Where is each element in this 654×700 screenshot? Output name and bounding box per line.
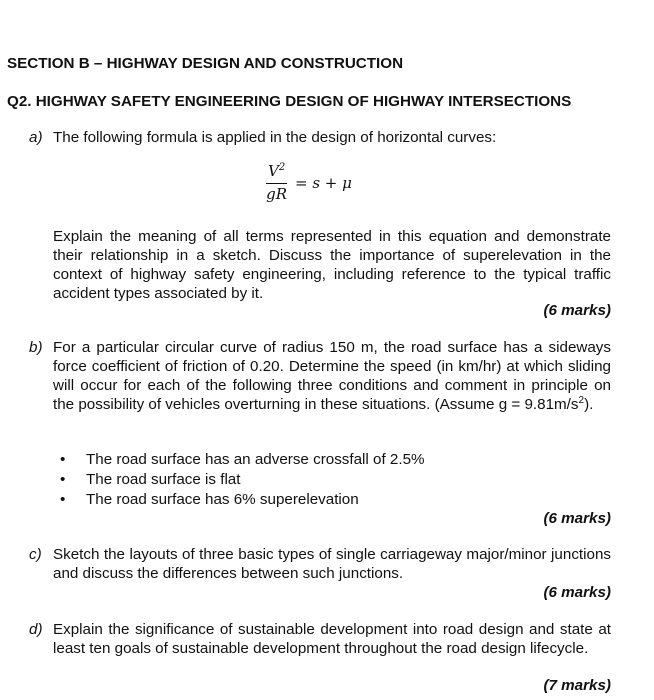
part-d-text: Explain the significance of sustainable development into road design and state at least ten goals of sustainable development throughout the road design lifecycle.	[53, 621, 611, 657]
question-title: Q2. HIGHWAY SAFETY ENGINEERING DESIGN OF HIGHWAY INTERSECTIONS	[7, 93, 572, 110]
list-item: • The road surface has 6% superelevation	[60, 491, 359, 508]
list-item: • The road surface has an adverse crossfall of 2.5%	[60, 451, 425, 468]
part-d-label: d)	[29, 621, 43, 638]
formula-rhs: = s + μ	[295, 173, 352, 192]
part-b-text: For a particular circular curve of radius 150 m, the road surface has a sideways force coefficient of friction of 0.20. Determine the speed (in km/hr) at which sliding will occur for each of the following three conditions and comment in principle on the possibility of vehicles overturning in these situations. (Assume $g = 9.81m/s^2$).	[53, 339, 611, 413]
part-a-label: a)	[29, 129, 43, 146]
part-b-conditions-list	[60, 450, 580, 510]
bullet-icon: •	[60, 491, 66, 508]
bullet-icon: •	[60, 471, 66, 488]
part-c-label: c)	[29, 546, 42, 563]
list-item: • The road surface is flat	[60, 471, 241, 488]
part-c-marks: (6 marks)	[543, 584, 611, 601]
part-b-marks: (6 marks)	[543, 510, 611, 527]
section-title: SECTION B – HIGHWAY DESIGN AND CONSTRUCTION	[7, 55, 404, 72]
part-b-label: b)	[29, 339, 43, 356]
part-c-text: Sketch the layouts of three basic types of single carriageway major/minor junctions and discuss the differences between such junctions.	[53, 546, 611, 582]
curve-formula	[266, 162, 352, 204]
part-a-text: Explain the meaning of all terms represented in this equation and demonstrate their relationship in a sketch. Discuss the importance of superelevation in the context of highway safety engineering, including reference to the typical traffic accident types associated by it.	[53, 228, 611, 302]
formula-numerator: $V^2$	[266, 162, 287, 184]
formula-denominator: gR	[266, 185, 288, 203]
part-a-marks: (6 marks)	[543, 302, 611, 319]
part-a-intro: The following formula is applied in the design of horizontal curves:	[53, 129, 497, 146]
bullet-icon: •	[60, 451, 66, 468]
part-d-marks: (7 marks)	[543, 677, 611, 694]
formula-fraction	[266, 162, 287, 204]
